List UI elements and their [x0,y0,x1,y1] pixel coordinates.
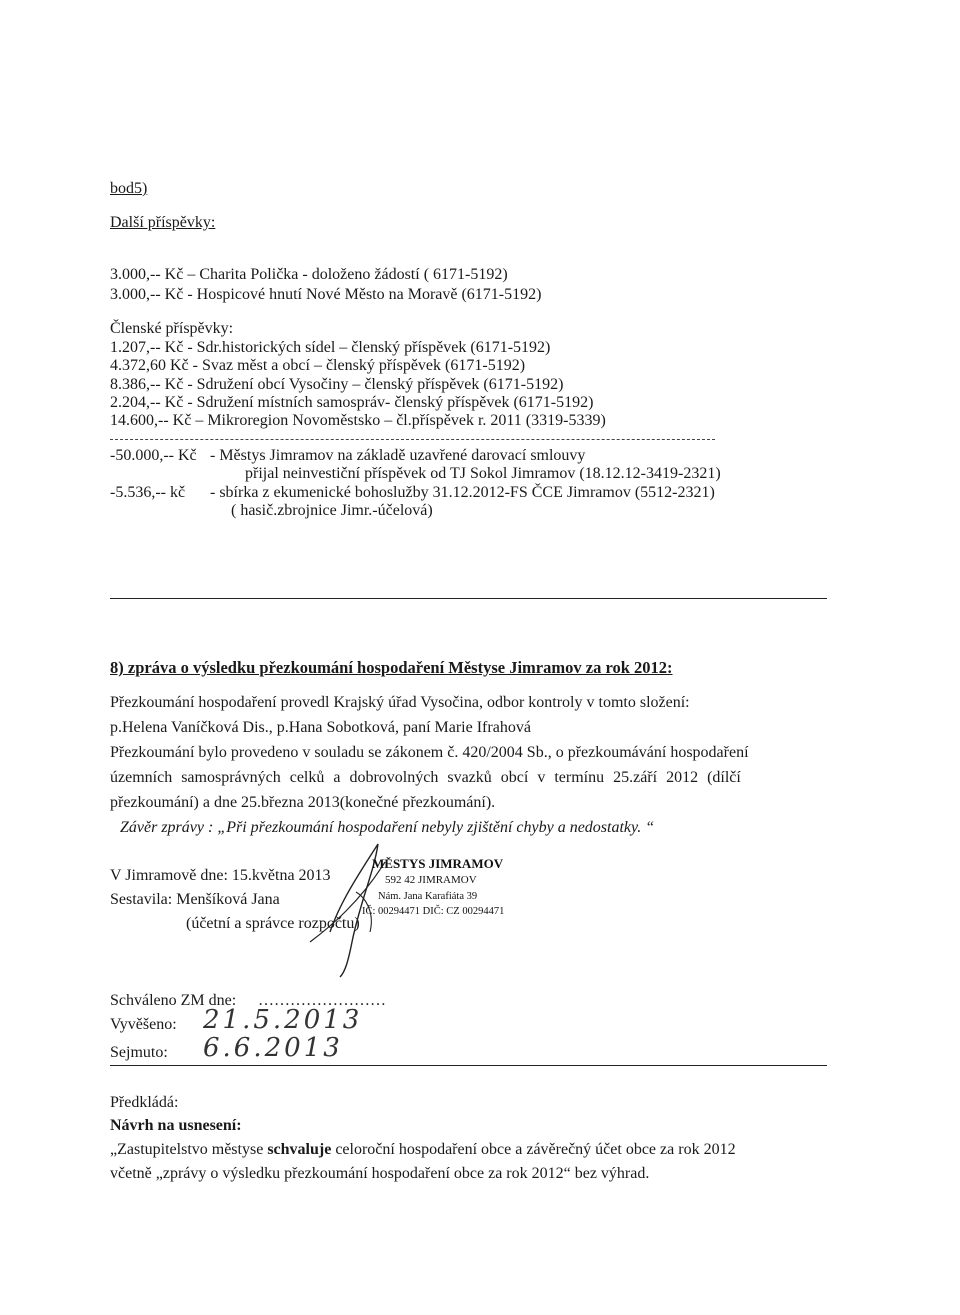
compiled-role: (účetní a správce rozpočtu) [186,915,360,932]
horizontal-rule [110,1065,827,1066]
removed-handwritten: 6.6.2013 [203,1033,343,1063]
members-title: Členské příspěvky: [110,320,234,337]
presents-label: Předkládá: [110,1094,179,1111]
conclusion-text: Závěr zprávy : „Při přezkoumání hospodaření nebyly zjištění chyby a nedostatky. “ [120,819,655,836]
resolution-line: včetně „zprávy o výsledku přezkoumání hospodaření obce za rok 2012“ bez výhrad. [110,1165,650,1182]
paragraph-line: p.Helena Vaníčková Dis., p.Hana Sobotková, paní Marie Ifrahová [110,719,531,736]
place-date: V Jimramově dne: 15.května 2013 [110,867,331,884]
section-heading: Další příspěvky: [110,214,216,231]
section-title: 8) zpráva o výsledku přezkoumání hospodaření Městyse Jimramov za rok 2012: [110,658,673,677]
resolution-text: celoroční hospodaření obce a závěrečný účet obce za rok 2012 [331,1141,736,1158]
section-label: bod5) [110,180,148,197]
removed-label: Sejmuto: [110,1044,168,1061]
income-line: přijal neinvestiční příspěvek od TJ Sokol Jimramov (18.12.12-3419-2321) [245,465,721,482]
approved-label: Schváleno ZM dne: [110,992,237,1009]
horizontal-rule [110,598,827,599]
income-line: - sbírka z ekumenické bohoslužby 31.12.2012-FS ČCE Jimramov (5512-2321) [210,484,715,501]
resolution-text: „Zastupitelstvo městyse [110,1141,268,1158]
income-amount: -5.536,-- kč [110,484,186,501]
stamp-line: Nám. Jana Karafiáta 39 [378,891,478,902]
income-line: - Městys Jimramov na základě uzavřené darovací smlouvy [210,447,586,464]
member-line: 14.600,-- Kč – Mikroregion Novoměstsko – čl.příspěvek r. 2011 (3319-5339) [110,412,606,429]
income-line: ( hasič.zbrojnice Jimr.-účelová) [231,502,433,519]
member-line: 4.372,60 Kč - Svaz měst a obcí – členský příspěvek (6171-5192) [110,357,526,374]
proposal-title: Návrh na usnesení: [110,1117,242,1134]
stamp-line: 592 42 JIMRAMOV [385,874,477,886]
income-amount: -50.000,-- Kč [110,447,197,464]
donation-line: 3.000,-- Kč – Charita Polička - doloženo žádostí ( 6171-5192) [110,266,508,283]
dashed-divider [110,439,715,440]
posted-label: Vyvěšeno: [110,1016,177,1033]
member-line: 8.386,-- Kč - Sdružení obcí Vysočiny – členský příspěvek (6171-5192) [110,376,564,393]
member-line: 2.204,-- Kč - Sdružení místních samospráv- členský příspěvek (6171-5192) [110,394,594,411]
compiled-by: Sestavila: Menšíková Jana [110,891,280,908]
approved-dots: …………………… [258,992,386,1009]
stamp-line: IČ: 00294471 DIČ: CZ 00294471 [362,906,505,917]
stamp-title: MĚSTYS JIMRAMOV [372,856,504,871]
member-line: 1.207,-- Kč - Sdr.historických sídel – členský příspěvek (6171-5192) [110,339,551,356]
posted-handwritten: 21.5.2013 [203,1005,363,1035]
resolution-verb: schvaluje [267,1141,332,1158]
resolution-line [110,1141,736,1159]
paragraph-line: přezkoumání) a dne 25.března 2013(konečné přezkoumání). [110,794,496,811]
donation-line: 3.000,-- Kč - Hospicové hnutí Nové Město na Moravě (6171-5192) [110,286,542,303]
paragraph-line: územních samosprávných celků a dobrovolných svazků obcí v termínu 25.září 2012 (dílčí [110,769,741,786]
paragraph-line: Přezkoumání hospodaření provedl Krajský úřad Vysočina, odbor kontroly v tomto složení: [110,694,690,711]
paragraph-line: Přezkoumání bylo provedeno v souladu se zákonem č. 420/2004 Sb., o přezkoumávání hospodaření [110,744,749,761]
